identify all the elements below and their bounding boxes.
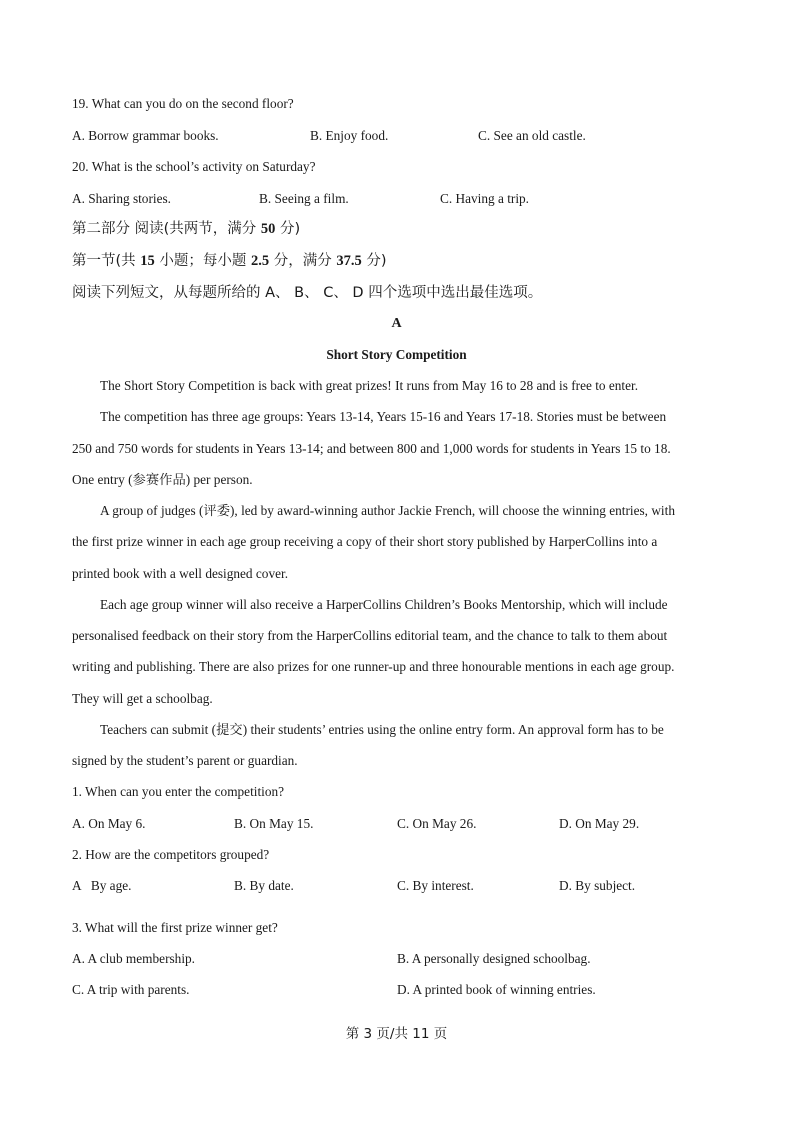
passage-line: printed book with a well designed cover.	[72, 566, 289, 581]
q3-option-a: A. A club membership.	[72, 951, 195, 966]
q3-option-b: B. A personally designed schoolbag.	[397, 951, 591, 966]
q1-option-c: C. On May 26.	[397, 816, 477, 831]
q20-option-b: B. Seeing a film.	[259, 191, 349, 206]
passage-line: Teachers can submit (提交) their students’ entries using the online entry form. An approval form has to be	[100, 722, 664, 737]
passage-line: The competition has three age groups: Years 13-14, Years 15-16 and Years 17-18. Stories must be between	[100, 409, 667, 424]
reading-instruction: 阅读下列短文，从每题所给的 A、 B、 C、 D 四个选项中选出最佳选项。	[72, 285, 543, 301]
q1-option-d: D. On May 29.	[559, 816, 640, 831]
q3-option-d: D. A printed book of winning entries.	[397, 982, 596, 997]
passage-line: They will get a schoolbag.	[72, 691, 213, 706]
passage-line: Each age group winner will also receive a HarperCollins Children’s Books Mentorship, which will include	[100, 597, 668, 612]
q19-option-c: C. See an old castle.	[478, 128, 586, 143]
passage-line: personalised feedback on their story from the HarperCollins editorial team, and the chance to talk to them about	[72, 628, 668, 643]
q3-option-c: C. A trip with parents.	[72, 982, 190, 997]
q19-option-b: B. Enjoy food.	[310, 128, 389, 143]
q2-option-d: D. By subject.	[559, 878, 636, 893]
passage-line: signed by the student’s parent or guardian.	[72, 753, 298, 768]
passage-line: 250 and 750 words for students in Years 13-14; and between 800 and 1,000 words for students in Years 15 to 18.	[72, 441, 671, 456]
q2-option-a: A By age.	[72, 878, 132, 893]
question-2-stem: 2. How are the competitors grouped?	[72, 847, 270, 862]
question-20-stem: 20. What is the school’s activity on Saturday?	[72, 159, 316, 174]
passage-title: Short Story Competition	[326, 347, 467, 362]
passage-line: The Short Story Competition is back with great prizes! It runs from May 16 to 28 and is free to enter.	[100, 378, 639, 393]
q20-option-a: A. Sharing stories.	[72, 191, 171, 206]
section-one-heading: 第一节(共 15 小题；每小题 2.5 分，满分 37.5 分)	[72, 253, 387, 269]
question-3-stem: 3. What will the first prize winner get?	[72, 920, 278, 935]
page-number-footer: 第 3 页/共 11 页	[345, 1026, 448, 1042]
passage-line: A group of judges (评委), led by award-winning author Jackie French, will choose the winning entries, with	[100, 503, 675, 518]
part-two-heading: 第二部分 阅读(共两节，满分 50 分)	[72, 221, 301, 237]
q20-option-c: C. Having a trip.	[440, 191, 530, 206]
q2-option-c: C. By interest.	[397, 878, 474, 893]
passage-line: writing and publishing. There are also prizes for one runner-up and three honourable mentions in each age group.	[72, 659, 675, 674]
q1-option-b: B. On May 15.	[234, 816, 314, 831]
question-19-stem: 19. What can you do on the second floor?	[72, 96, 294, 111]
passage-line: the first prize winner in each age group receiving a copy of their short story published by HarperCollins into a	[72, 534, 658, 549]
q2-option-b: B. By date.	[234, 878, 294, 893]
q1-option-a: A. On May 6.	[72, 816, 146, 831]
q19-option-a: A. Borrow grammar books.	[72, 128, 219, 143]
question-1-stem: 1. When can you enter the competition?	[72, 784, 285, 799]
passage-line: One entry (参赛作品) per person.	[72, 472, 253, 487]
passage-letter: A	[391, 316, 402, 331]
